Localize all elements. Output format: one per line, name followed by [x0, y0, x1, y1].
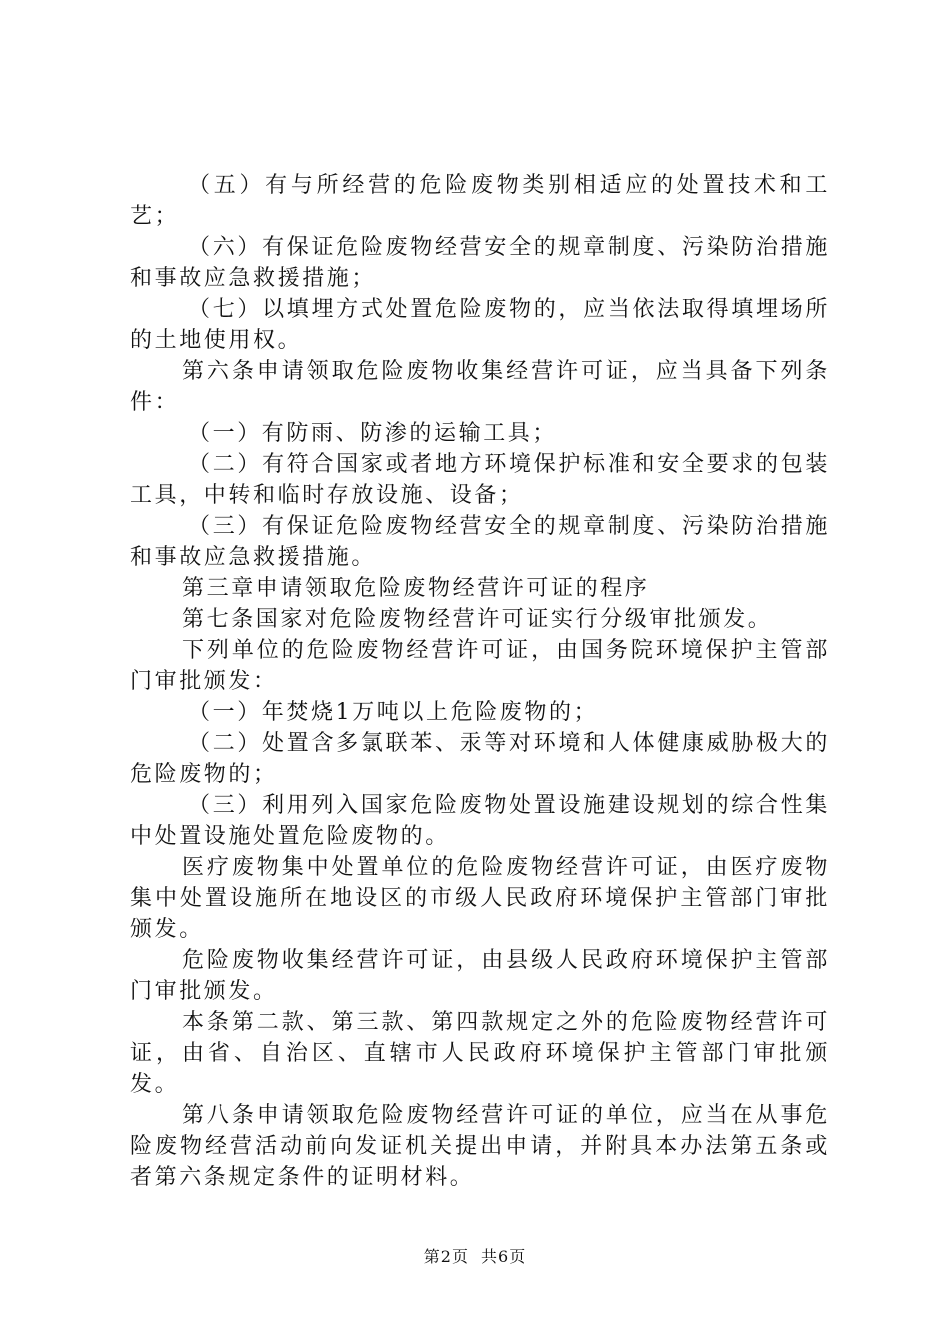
article-paragraph: 本条第二款、第三款、第四款规定之外的危险废物经营许可证，由省、自治区、直辖市人民政府环境保护主管部门审批颁发。 [130, 1010, 830, 1097]
page-number: 第2页 [423, 1247, 469, 1266]
clause-paragraph: （一）年焚烧1万吨以上危险废物的； [188, 700, 599, 725]
document-body [130, 170, 830, 1193]
page-total: 共6页 [481, 1247, 527, 1266]
clause-paragraph: （三）利用列入国家危险废物处置设施建设规划的综合性集中处置设施处置危险废物的。 [130, 793, 830, 849]
article-paragraph: 危险废物收集经营许可证，由县级人民政府环境保护主管部门审批颁发。 [130, 948, 830, 1004]
clause-paragraph: （一）有防雨、防渗的运输工具； [188, 421, 558, 446]
article-paragraph: 下列单位的危险废物经营许可证，由国务院环境保护主管部门审批颁发： [130, 638, 830, 694]
clause-paragraph: （三）有保证危险废物经营安全的规章制度、污染防治措施和事故应急救援措施。 [130, 514, 830, 570]
article-paragraph: 第六条申请领取危险废物收集经营许可证，应当具备下列条件： [130, 359, 830, 415]
article-paragraph: 医疗废物集中处置单位的危险废物经营许可证，由医疗废物集中处置设施所在地设区的市级人民政府环境保护主管部门审批颁发。 [130, 855, 830, 942]
article-paragraph: 第七条国家对危险废物经营许可证实行分级审批颁发。 [182, 607, 773, 632]
clause-paragraph: （五）有与所经营的危险废物类别相适应的处置技术和工艺； [130, 173, 830, 229]
article-paragraph: 第八条申请领取危险废物经营许可证的单位，应当在从事危险废物经营活动前向发证机关提出申请，并附具本办法第五条或者第六条规定条件的证明材料。 [130, 1103, 830, 1190]
chapter-heading: 第三章申请领取危险废物经营许可证的程序 [182, 576, 650, 601]
clause-paragraph: （二）处置含多氯联苯、汞等对环境和人体健康威胁极大的危险废物的； [130, 731, 830, 787]
clause-paragraph: （六）有保证危险废物经营安全的规章制度、污染防治措施和事故应急救援措施； [130, 235, 830, 291]
clause-paragraph: （二）有符合国家或者地方环境保护标准和安全要求的包装工具，中转和临时存放设施、设备； [130, 452, 830, 508]
page-footer [0, 1244, 950, 1267]
clause-paragraph: （七）以填埋方式处置危险废物的，应当依法取得填埋场所的土地使用权。 [130, 297, 830, 353]
